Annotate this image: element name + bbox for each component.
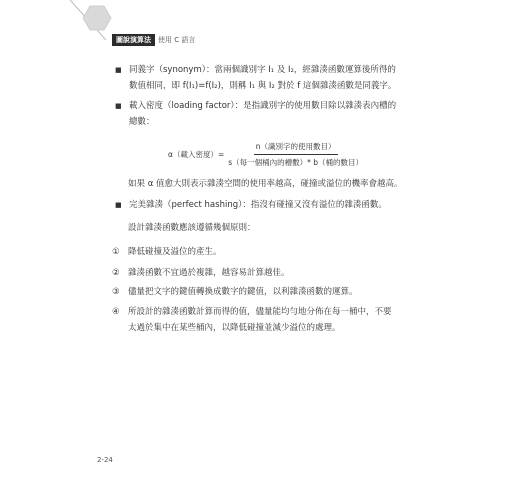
bullet-line: 總數： — [129, 117, 155, 127]
bullet-loading-factor — [115, 98, 400, 130]
page-number: 2-24 — [97, 456, 113, 464]
principle-marker: ② — [112, 268, 120, 278]
principle-line: 雜湊函數不宜過於複雜，越容易計算越佳。 — [128, 268, 290, 278]
principle-item — [112, 244, 412, 260]
chapter-subtag: 使用 C 語言 — [158, 36, 196, 44]
principle-line: 所設計的雜湊函數計算而得的值，儘量能均勻地分佈在每一桶中，不要 — [128, 307, 392, 317]
formula-explanation: 如果 α 值愈大則表示雜湊空間的使用率越高，碰撞或溢位的機率會越高。 — [128, 179, 403, 189]
chapter-tag: 圖說演算法 — [112, 34, 155, 46]
principles-intro: 設計雜湊函數應該遵循幾個原則： — [128, 223, 256, 233]
bullet-square-icon: ■ — [115, 66, 122, 74]
principle-item — [112, 265, 412, 281]
bullet-line: 數值相同，即 f(I₁)=f(I₂)，則稱 I₁ 與 I₂ 對於 f 這個雜湊函數是同義字。 — [129, 81, 397, 91]
bullet-square-icon: ■ — [115, 102, 122, 110]
bullet-line: 同義字（synonym）：當兩個識別字 I₁ 及 I₂，經雜湊函數運算後所得的 — [129, 65, 396, 75]
formula-denominator: s（每一個桶內的槽數）* b（桶的數目） — [228, 158, 364, 167]
principle-marker: ① — [112, 247, 120, 257]
bullet-perfect-hashing — [115, 197, 405, 213]
principle-item — [112, 284, 412, 300]
principle-marker: ④ — [112, 307, 120, 317]
bullet-line: 載入密度（loading factor）：是指識別字的使用數目除以雜湊表內槽的 — [129, 101, 397, 111]
formula-fraction — [228, 141, 363, 168]
chapter-header — [112, 34, 195, 46]
bullet-synonym — [115, 62, 400, 94]
formula-numerator: n（識別字的使用數目） — [254, 141, 338, 155]
formula-lhs: α（載入密度）= — [168, 150, 225, 159]
bullet-square-icon: ■ — [115, 201, 122, 209]
bullet-line: 完美雜湊（perfect hashing）：指沒有碰撞又沒有溢位的雜湊函數。 — [129, 200, 387, 210]
principle-line: 儘量把文字的鍵值轉換成數字的鍵值，以利雜湊函數的運算。 — [128, 287, 358, 297]
principle-item — [112, 304, 412, 336]
principle-line: 降低碰撞及溢位的產生。 — [128, 247, 222, 257]
loading-factor-formula — [168, 141, 363, 168]
principle-line: 太過於集中在某些桶內，以降低碰撞並減少溢位的處理。 — [128, 323, 341, 333]
principle-marker: ③ — [112, 287, 120, 297]
